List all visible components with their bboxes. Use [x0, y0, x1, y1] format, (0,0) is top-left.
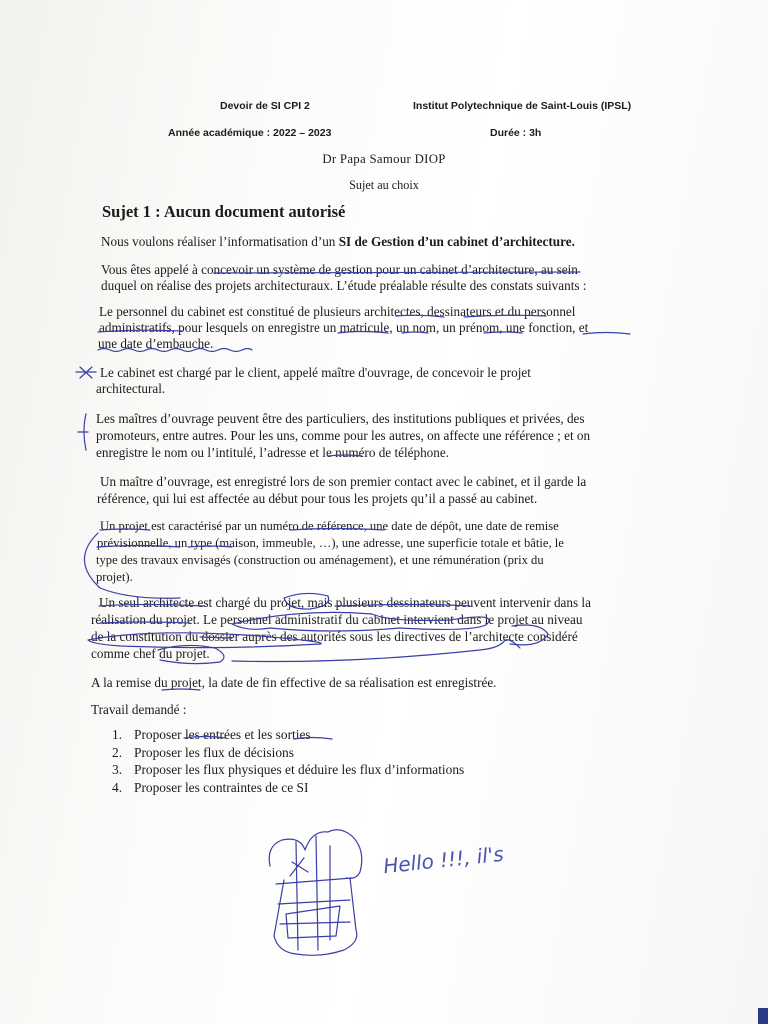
exam-duration: Durée : 3h	[490, 127, 542, 139]
task-item: 1. Proposer les entrées et les sorties	[112, 727, 311, 742]
paragraph-staff-line3: une date d’embauche.	[98, 336, 214, 351]
paragraph-project-line3: type des travaux envisagés (construction ou aménagement), et une rémunération (prix du	[96, 553, 544, 567]
teacher-name: Dr Papa Samour DIOP	[322, 152, 446, 166]
corner-mark	[758, 1008, 768, 1024]
task-list	[112, 726, 464, 796]
intro-bold: SI de Gestion d’un cabinet d’architecture.	[338, 234, 575, 249]
task-item: 3. Proposer les flux physiques et déduire les flux d’informations	[112, 762, 465, 778]
intro-paragraph	[101, 233, 575, 250]
underline-mark	[583, 333, 630, 335]
paragraph-staff-line2: administratifs, pour lesquels on enregistre un matricule, un nom, un prénom, une fonction, et	[99, 320, 589, 335]
paragraph-project-line2: prévisionnelle, un type (maison, immeuble, …), une adresse, une superficie totale et bâtie, le	[97, 536, 564, 550]
task-item: 2. Proposer les flux de décisions	[112, 744, 294, 760]
paragraph-roles-line4: comme chef du projet.	[91, 646, 210, 661]
paragraph-context-line1: Vous êtes appelé à concevoir un système de gestion pour un cabinet d’architecture, au sein	[101, 262, 578, 277]
paragraph-client-line2: architectural.	[96, 381, 166, 396]
hand-drawing-sketch	[269, 830, 362, 956]
paragraph-project-line4: projet).	[96, 570, 133, 584]
paragraph-staff-line1: Le personnel du cabinet est constitué de plusieurs architectes, dessinateurs et du personnel	[99, 304, 576, 319]
paragraph-owners-line1: Les maîtres d’ouvrage peuvent être des particuliers, des institutions publiques et privées, des	[96, 411, 585, 426]
paragraph-context-line2: duquel on réalise des projets architecturaux. L’étude préalable résulte des constats suivants :	[101, 278, 587, 293]
paragraph-roles-line1: Un seul architecte est chargé du projet, mais plusieurs dessinateurs peuvent intervenir dans la	[99, 595, 591, 610]
paragraph-owners-line3: enregistre le nom ou l’intitulé, l’adresse et le numéro de téléphone.	[96, 445, 450, 460]
academic-year: Année académique : 2022 – 2023	[168, 127, 332, 139]
intro-text: Nous voulons réaliser l’informatisation d’un	[101, 234, 339, 249]
paragraph-contact-line2: référence, qui lui est affectée au début pour tous les projets qu’il a passé au cabinet.	[97, 491, 538, 506]
paragraph-project-line1: Un projet est caractérisé par un numéro de référence, une date de dépôt, une date de remise	[100, 519, 559, 533]
paragraph-roles-line2: réalisation du projet. Le personnel administratif du cabinet intervient dans le projet au niveau	[91, 612, 583, 627]
subject-title: Sujet 1 : Aucun document autorisé	[102, 202, 346, 221]
paragraph-roles-line3: de la constitution du dossier auprès des autorités sous les directives de l’architecte considéré	[91, 629, 578, 644]
paragraph-owners-line2: promoteurs, entre autres. Pour les uns, comme pour les autres, on affecte une référence ; et on	[96, 428, 591, 443]
handwritten-note: Hello !!!, il's	[382, 841, 505, 879]
margin-bracket-mark	[78, 414, 88, 450]
work-title: Travail demandé :	[91, 702, 187, 717]
paragraph-client-line1: Le cabinet est chargé par le client, appelé maître d'ouvrage, de concevoir le projet	[100, 365, 531, 380]
paragraph-contact-line1: Un maître d’ouvrage, est enregistré lors de son premier contact avec le cabinet, et il garde la	[100, 474, 587, 489]
paragraph-delivery: A la remise du projet, la date de fin effective de sa réalisation est enregistrée.	[91, 675, 497, 690]
task-item: 4. Proposer les contraintes de ce SI	[112, 779, 309, 795]
subject-choice: Sujet au choix	[349, 178, 419, 192]
course-title: Devoir de SI CPI 2	[220, 100, 310, 112]
margin-star-mark	[76, 367, 96, 378]
institute-name: Institut Polytechnique de Saint-Louis (IPSL)	[413, 100, 632, 112]
